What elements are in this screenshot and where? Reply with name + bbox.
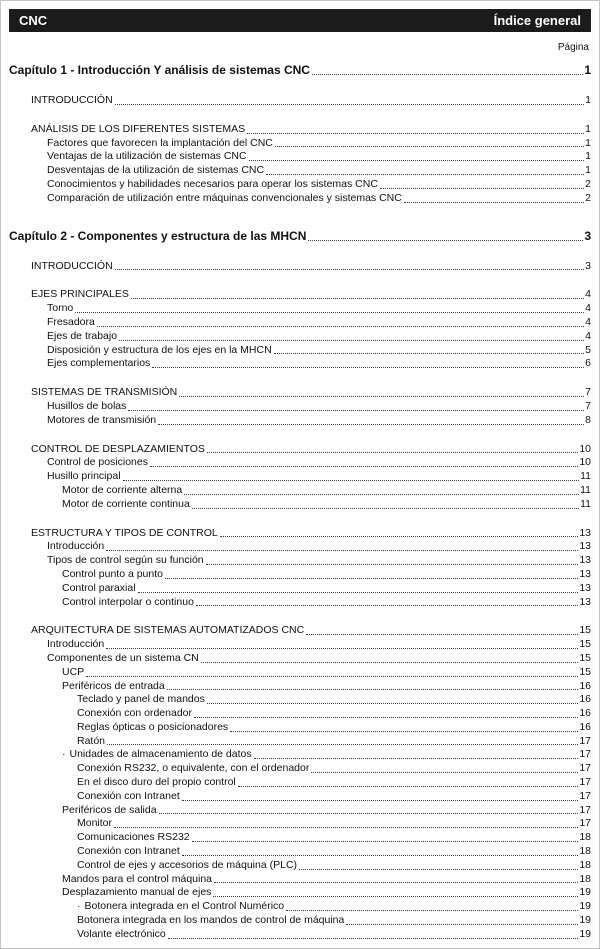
toc-leader-dots <box>274 353 584 354</box>
toc-entry-title: Mandos para el control máquina <box>62 872 213 885</box>
toc-entry-title: Introducción <box>47 638 105 651</box>
toc-entry-title: Disposición y estructura de los ejes en la MHCN <box>47 343 272 356</box>
toc-entry-title: Ratón <box>77 734 106 747</box>
toc-entry <box>9 624 591 638</box>
toc-entry-title: Conexión con Intranet <box>77 789 180 802</box>
toc-leader-dots <box>196 605 578 606</box>
toc-entry-page: 13 <box>579 567 591 580</box>
toc-entry <box>9 302 591 316</box>
toc-entry-title: Motor de corriente continua <box>62 497 190 510</box>
toc-entry-title: Control de ejes y accesorios de máquina (PLC) <box>77 858 298 871</box>
toc-entry <box>9 178 591 192</box>
toc-leader-dots <box>306 634 578 635</box>
toc-entry-page: 8 <box>585 413 591 426</box>
toc-entry <box>9 414 591 428</box>
toc-entry-page: 16 <box>579 720 591 733</box>
toc-leader-dots <box>192 841 579 842</box>
toc-entry <box>9 228 591 245</box>
toc-entry-title: Control punto a punto <box>62 567 163 580</box>
toc-leader-dots <box>179 396 584 397</box>
toc-leader-dots <box>247 133 584 134</box>
toc-entry-page: 18 <box>579 845 591 858</box>
toc-entry-page: 15 <box>579 638 591 651</box>
toc-entry-title: Monitor <box>77 817 113 830</box>
toc-entry-page: 18 <box>579 858 591 871</box>
toc-entry-page: 17 <box>579 748 591 761</box>
toc-leader-dots <box>213 896 578 897</box>
toc-entry-page: 13 <box>579 595 591 608</box>
toc-leader-dots <box>404 202 584 203</box>
toc-entry-page: 3 <box>585 259 591 272</box>
toc-entry-bullet: · <box>77 900 81 913</box>
toc-leader-dots <box>230 731 578 732</box>
toc-leader-dots <box>158 424 584 425</box>
toc-entry-page: 5 <box>585 343 591 356</box>
toc-entry-title: Capítulo 2 - Componentes y estructura de las MHCN <box>9 228 307 243</box>
toc-entry <box>9 762 591 776</box>
toc-entry <box>9 831 591 845</box>
toc-entry-page: 13 <box>579 526 591 539</box>
toc-leader-dots <box>206 564 579 565</box>
toc-entry <box>9 845 591 859</box>
toc-entry-page: 4 <box>585 302 591 315</box>
document-title: CNC <box>19 13 48 28</box>
toc-entry-title: Husillo principal <box>47 470 121 483</box>
toc-entry-title: Capítulo 1 - Introducción Y análisis de sistemas CNC <box>9 63 310 77</box>
toc-entry-title: ESTRUCTURA Y TIPOS DE CONTROL <box>31 526 218 539</box>
toc-entry <box>9 817 591 831</box>
toc-entry <box>9 666 591 680</box>
toc-leader-dots <box>299 869 578 870</box>
toc-leader-dots <box>182 800 579 801</box>
toc-entry-page: 2 <box>585 191 591 204</box>
toc-entry-title: Comunicaciones RS232 <box>77 831 190 844</box>
toc-entry <box>9 638 591 652</box>
toc-entry <box>9 859 591 873</box>
toc-entry-title: Control interpolar o continuo <box>62 595 194 608</box>
toc-entry <box>9 540 591 554</box>
toc-entry-title: Volante electrónico <box>77 927 166 940</box>
toc-entry <box>9 707 591 721</box>
toc-entry <box>9 596 591 610</box>
toc-entry-title: Periféricos de entrada <box>62 679 165 692</box>
toc-leader-dots <box>114 827 578 828</box>
page-column-label: Página <box>557 42 589 53</box>
toc-entry-title: Botonera integrada en los mandos de control de máquina <box>77 914 345 927</box>
toc-entry <box>9 498 591 512</box>
toc-entry-title: Ejes complementarios <box>47 357 151 370</box>
toc-entry-title: Introducción <box>47 540 105 553</box>
toc-entry <box>9 568 591 582</box>
toc-entry-page: 1 <box>585 122 591 135</box>
toc-leader-dots <box>115 269 584 270</box>
toc-entry-title: Conexión con ordenador <box>77 707 192 720</box>
toc-leader-dots <box>275 146 584 147</box>
toc-leader-dots <box>286 910 578 911</box>
toc-leader-dots <box>238 786 579 787</box>
toc-entry-title: En el disco duro del propio control <box>77 776 236 789</box>
toc-leader-dots <box>123 480 580 481</box>
toc-entry <box>9 582 591 596</box>
toc-entry-page: 19 <box>579 927 591 940</box>
toc-entry-page: 17 <box>579 789 591 802</box>
toc-leader-dots <box>220 536 579 537</box>
toc-entry <box>9 804 591 818</box>
toc-entry <box>9 123 591 137</box>
toc-entry <box>9 928 591 942</box>
toc-leader-dots <box>86 676 578 677</box>
toc-leader-dots <box>194 717 578 718</box>
toc-entry-title: SISTEMAS DE TRANSMISIÓN <box>31 386 178 399</box>
toc-entry-page: 18 <box>579 872 591 885</box>
toc-leader-dots <box>207 452 578 453</box>
toc-entry-title: Botonera integrada en el Control Numérico <box>84 900 285 913</box>
toc-entry-page: 6 <box>585 357 591 370</box>
toc-entry-page: 1 <box>584 63 591 77</box>
toc-entry <box>9 137 591 151</box>
toc-entry <box>9 470 591 484</box>
toc-entry-title: Motor de corriente alterna <box>62 483 183 496</box>
toc-entry <box>9 680 591 694</box>
toc-leader-dots <box>119 340 584 341</box>
toc-entry-page: 13 <box>579 581 591 594</box>
toc-leader-dots <box>106 648 578 649</box>
toc-entry-title: Reglas ópticas o posicionadores <box>77 720 229 733</box>
toc-entry-title: Fresadora <box>47 315 95 328</box>
toc-entry <box>9 316 591 330</box>
toc-entry-title: Teclado y panel de mandos <box>77 693 205 706</box>
toc-leader-dots <box>150 466 578 467</box>
toc-entry <box>9 886 591 900</box>
toc-leader-dots <box>138 592 579 593</box>
toc-entry-title: Componentes de un sistema CN <box>47 651 199 664</box>
toc-entry <box>9 693 591 707</box>
toc-entry-page: 1 <box>585 164 591 177</box>
toc-entry-page: 17 <box>579 734 591 747</box>
toc-entry-title: Desplazamiento manual de ejes <box>62 886 212 899</box>
header-bar <box>9 9 591 32</box>
toc-entry-page: 10 <box>579 456 591 469</box>
toc-entry-page: 11 <box>580 483 591 496</box>
toc-leader-dots <box>168 938 579 939</box>
toc-leader-dots <box>107 744 578 745</box>
toc-entry <box>9 386 591 400</box>
toc-entry-title: Conocimientos y habilidades necesarios para operar los sistemas CNC <box>47 177 378 190</box>
toc-entry <box>9 150 591 164</box>
toc-entry <box>9 94 591 108</box>
toc-leader-dots <box>97 326 584 327</box>
toc-entry-page: 1 <box>585 94 591 106</box>
toc-entry-title: Control de posiciones <box>47 456 148 469</box>
toc-entry-page: 1 <box>585 150 591 163</box>
toc-leader-dots <box>308 240 583 241</box>
toc-entry-page: 18 <box>579 831 591 844</box>
toc-entry-page: 16 <box>579 707 591 720</box>
toc-entry <box>9 400 591 414</box>
toc-leader-dots <box>346 924 578 925</box>
toc-entry-title: Motores de transmisión <box>47 413 157 426</box>
toc-entry-page: 10 <box>579 442 591 455</box>
toc-entry-page: 17 <box>579 803 591 816</box>
header-section-title: Índice general <box>493 13 581 28</box>
toc-leader-dots <box>115 104 584 105</box>
toc-entry-title: UCP <box>62 665 85 678</box>
toc-entry-page: 13 <box>579 554 591 567</box>
toc-leader-dots <box>131 298 584 299</box>
toc-entry <box>9 192 591 206</box>
toc-leader-dots <box>207 703 578 704</box>
toc-entry-page: 1 <box>585 136 591 149</box>
toc-entry <box>9 260 591 274</box>
toc-entry <box>9 721 591 735</box>
toc-leader-dots <box>214 882 578 883</box>
toc-leader-dots <box>106 550 578 551</box>
toc-leader-dots <box>167 689 579 690</box>
toc-entry-title: Ventajas de la utilización de sistemas CNC <box>47 150 247 163</box>
toc-leader-dots <box>380 188 584 189</box>
toc-entry-page: 16 <box>579 679 591 692</box>
toc-entry-page: 7 <box>585 386 591 399</box>
toc-entry <box>9 288 591 302</box>
toc-entry <box>9 527 591 541</box>
toc-leader-dots <box>266 174 584 175</box>
toc-entry <box>9 776 591 790</box>
toc-entry-title: Conexión RS232, o equivalente, con el ordenador <box>77 762 310 775</box>
toc-entry <box>9 554 591 568</box>
toc-entry <box>9 456 591 470</box>
toc-entry-page: 15 <box>579 624 591 637</box>
toc-entry <box>9 443 591 457</box>
toc-entry-page: 15 <box>579 665 591 678</box>
toc-entry <box>9 873 591 887</box>
toc-entry-title: Ejes de trabajo <box>47 329 118 342</box>
toc-entry <box>9 652 591 666</box>
toc-leader-dots <box>184 494 579 495</box>
toc-entry-page: 7 <box>585 399 591 412</box>
toc-entry <box>9 357 591 371</box>
toc-leader-dots <box>249 160 585 161</box>
toc-entry <box>9 164 591 178</box>
toc-leader-dots <box>182 855 579 856</box>
toc-entry <box>9 484 591 498</box>
toc-entry-page: 11 <box>580 497 591 510</box>
toc-entry-title: EJES PRINCIPALES <box>31 288 129 301</box>
toc-entry-title: Torno <box>47 302 74 315</box>
toc-entry-bullet: · <box>62 748 66 761</box>
toc-entry-page: 3 <box>584 228 591 243</box>
toc-entry-page: 4 <box>585 329 591 342</box>
toc-entry-title: Control paraxial <box>62 581 136 594</box>
toc-entry-title: Unidades de almacenamiento de datos <box>69 748 252 761</box>
toc-entry-title: Periféricos de salida <box>62 803 157 816</box>
toc-entry-title: Husillos de bolas <box>47 399 127 412</box>
toc-entry <box>9 790 591 804</box>
toc-entry-page: 19 <box>579 900 591 913</box>
toc-entry-title: Comparación de utilización entre máquinas convencionales y sistemas CNC <box>47 191 402 204</box>
toc-entry-title: ARQUITECTURA DE SISTEMAS AUTOMATIZADOS CNC <box>31 624 305 637</box>
toc-entry <box>9 900 591 914</box>
toc-entry-page: 16 <box>579 693 591 706</box>
toc-entry-title: INTRODUCCIÓN <box>31 259 113 272</box>
toc-entry-page: 17 <box>579 762 591 775</box>
toc-entry <box>9 344 591 358</box>
toc-entry <box>9 62 591 79</box>
toc-leader-dots <box>159 813 579 814</box>
toc-leader-dots <box>254 758 579 759</box>
toc-entry-page: 17 <box>579 817 591 830</box>
toc-entry-page: 17 <box>579 776 591 789</box>
toc-entry-title: INTRODUCCIÓN <box>31 94 113 106</box>
toc-entry <box>9 735 591 749</box>
toc-entry-title: Tipos de control según su función <box>47 554 204 567</box>
toc-leader-dots <box>152 367 584 368</box>
toc-leader-dots <box>201 662 579 663</box>
toc-leader-dots <box>312 74 583 75</box>
toc-leader-dots <box>192 508 579 509</box>
toc-entry <box>9 748 591 762</box>
table-of-contents <box>9 62 591 942</box>
toc-leader-dots <box>75 312 584 313</box>
toc-entry-page: 19 <box>579 886 591 899</box>
toc-entry-title: Conexión con Intranet <box>77 845 180 858</box>
toc-leader-dots <box>165 578 578 579</box>
toc-entry-title: Desventajas de la utilización de sistemas CNC <box>47 164 265 177</box>
toc-entry <box>9 914 591 928</box>
toc-leader-dots <box>128 410 584 411</box>
toc-entry-title: Factores que favorecen la implantación del CNC <box>47 136 273 149</box>
toc-entry-page: 4 <box>585 315 591 328</box>
toc-entry-page: 13 <box>579 540 591 553</box>
toc-entry-page: 2 <box>585 177 591 190</box>
toc-entry <box>9 330 591 344</box>
toc-leader-dots <box>311 772 578 773</box>
toc-entry-page: 15 <box>579 651 591 664</box>
toc-entry-page: 11 <box>580 470 591 483</box>
toc-entry-title: ANÁLISIS DE LOS DIFERENTES SISTEMAS <box>31 122 246 135</box>
toc-entry-page: 19 <box>579 914 591 927</box>
toc-entry-title: CONTROL DE DESPLAZAMIENTOS <box>31 442 205 455</box>
toc-entry-page: 4 <box>585 288 591 301</box>
